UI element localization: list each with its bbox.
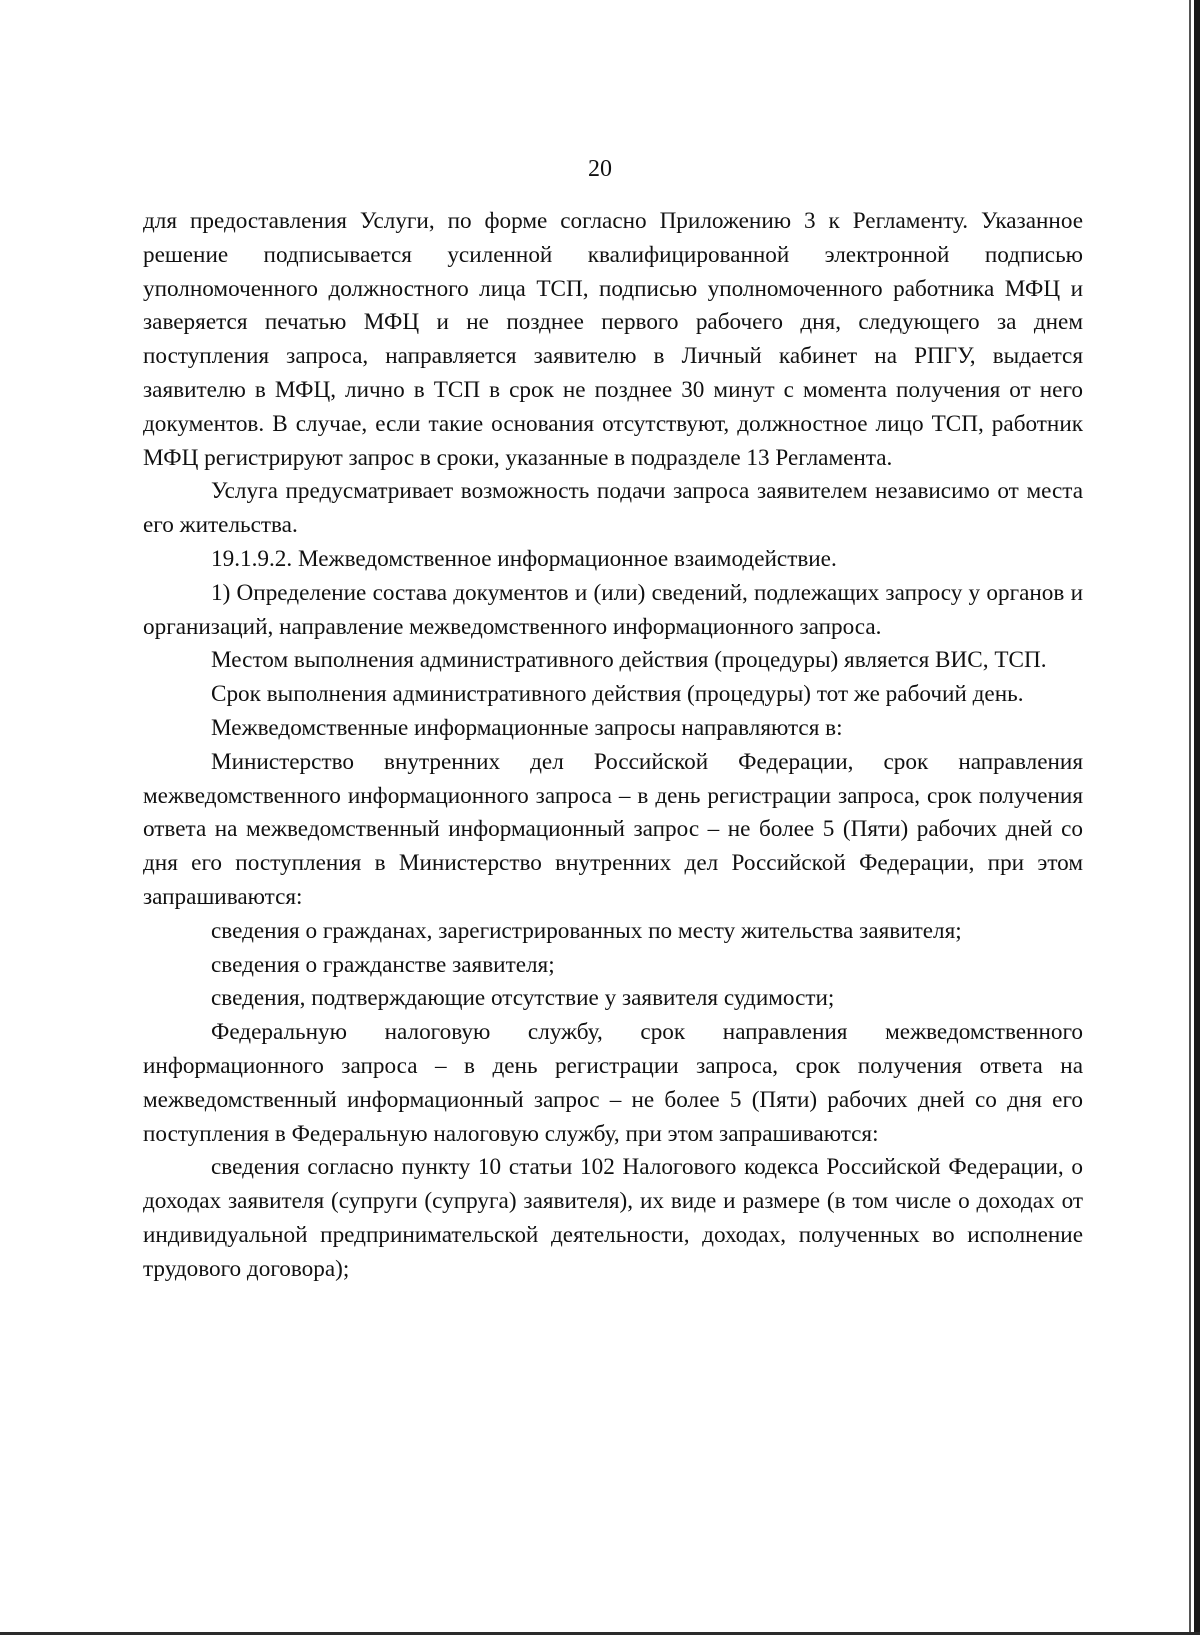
paragraph-execution-deadline: Срок выполнения административного действия (процедуры) тот же рабочий день. — [211, 681, 1024, 708]
list-item-income-information: сведения согласно пункту 10 статьи 102 Налогового кодекса Российской Федерации, о доходах заявителя (супруги (супруга) заявителя), их виде и размере (в том числе о доходах от индивидуальной предпринимательской деятельности, доходах, полученных во исполнение трудового договора); — [143, 1154, 1083, 1282]
list-item-registered-citizens: сведения о гражданах, зарегистрированных по месту жительства заявителя; — [211, 917, 962, 944]
scan-border-right — [1194, 0, 1200, 1635]
scan-border-right-inner — [1189, 0, 1191, 1635]
list-item-citizenship: сведения о гражданстве заявителя; — [211, 951, 555, 978]
list-item-criminal-record: сведения, подтверждающие отсутствие у заявителя судимости; — [211, 985, 835, 1012]
paragraph-ministry-internal-affairs: Министерство внутренних дел Российской Федерации, срок направления межведомственного информационного запроса – в день регистрации запроса, срок получения ответа на межведомственный информационный запрос – не более 5 (Пяти) рабочих дней со дня его поступления в Министерство внутренних дел Российской Федерации, при этом запрашиваются: — [143, 748, 1083, 910]
paragraph-service-location: Услуга предусматривает возможность подачи запроса заявителем независимо от места его жительства. — [143, 478, 1083, 539]
document-body — [143, 205, 1083, 1287]
paragraph-decision-continuation: для предоставления Услуги, по форме согласно Приложению 3 к Регламенту. Указанное решение подписывается усиленной квалифицированной электронной подписью уполномоченного должностного лица ТСП, подписью уполномоченного работника МФЦ и заверяется печатью МФЦ и не позднее первого рабочего дня, следующего за днем поступления запроса, направляется заявителю в Личный кабинет на РПГУ, выдается заявителю в МФЦ, лично в ТСП в срок не позднее 30 минут с момента получения от него документов. В случае, если такие основания отсутствуют, должностное лицо ТСП, работник МФЦ регистрируют запрос в сроки, указанные в подразделе 13 Регламента. — [143, 208, 1083, 471]
paragraph-federal-tax-service: Федеральную налоговую службу, срок направления межведомственного информационного запроса – в день регистрации запроса, срок получения ответа на межведомственный информационный запрос – не более 5 (Пяти) рабочих дней со дня его поступления в Федеральную налоговую службу, при этом запрашиваются: — [143, 1019, 1083, 1147]
paragraph-place-of-execution: Местом выполнения административного действия (процедуры) является ВИС, ТСП. — [211, 647, 1047, 674]
paragraph-requests-sent-to: Межведомственные информационные запросы направляются в: — [211, 714, 843, 741]
section-heading-19-1-9-2: 19.1.9.2. Межведомственное информационное взаимодействие. — [211, 545, 837, 572]
page-number: 20 — [588, 156, 612, 182]
paragraph-document-composition: 1) Определение состава документов и (или) сведений, подлежащих запросу у органов и организаций, направление межведомственного информационного запроса. — [143, 579, 1083, 640]
